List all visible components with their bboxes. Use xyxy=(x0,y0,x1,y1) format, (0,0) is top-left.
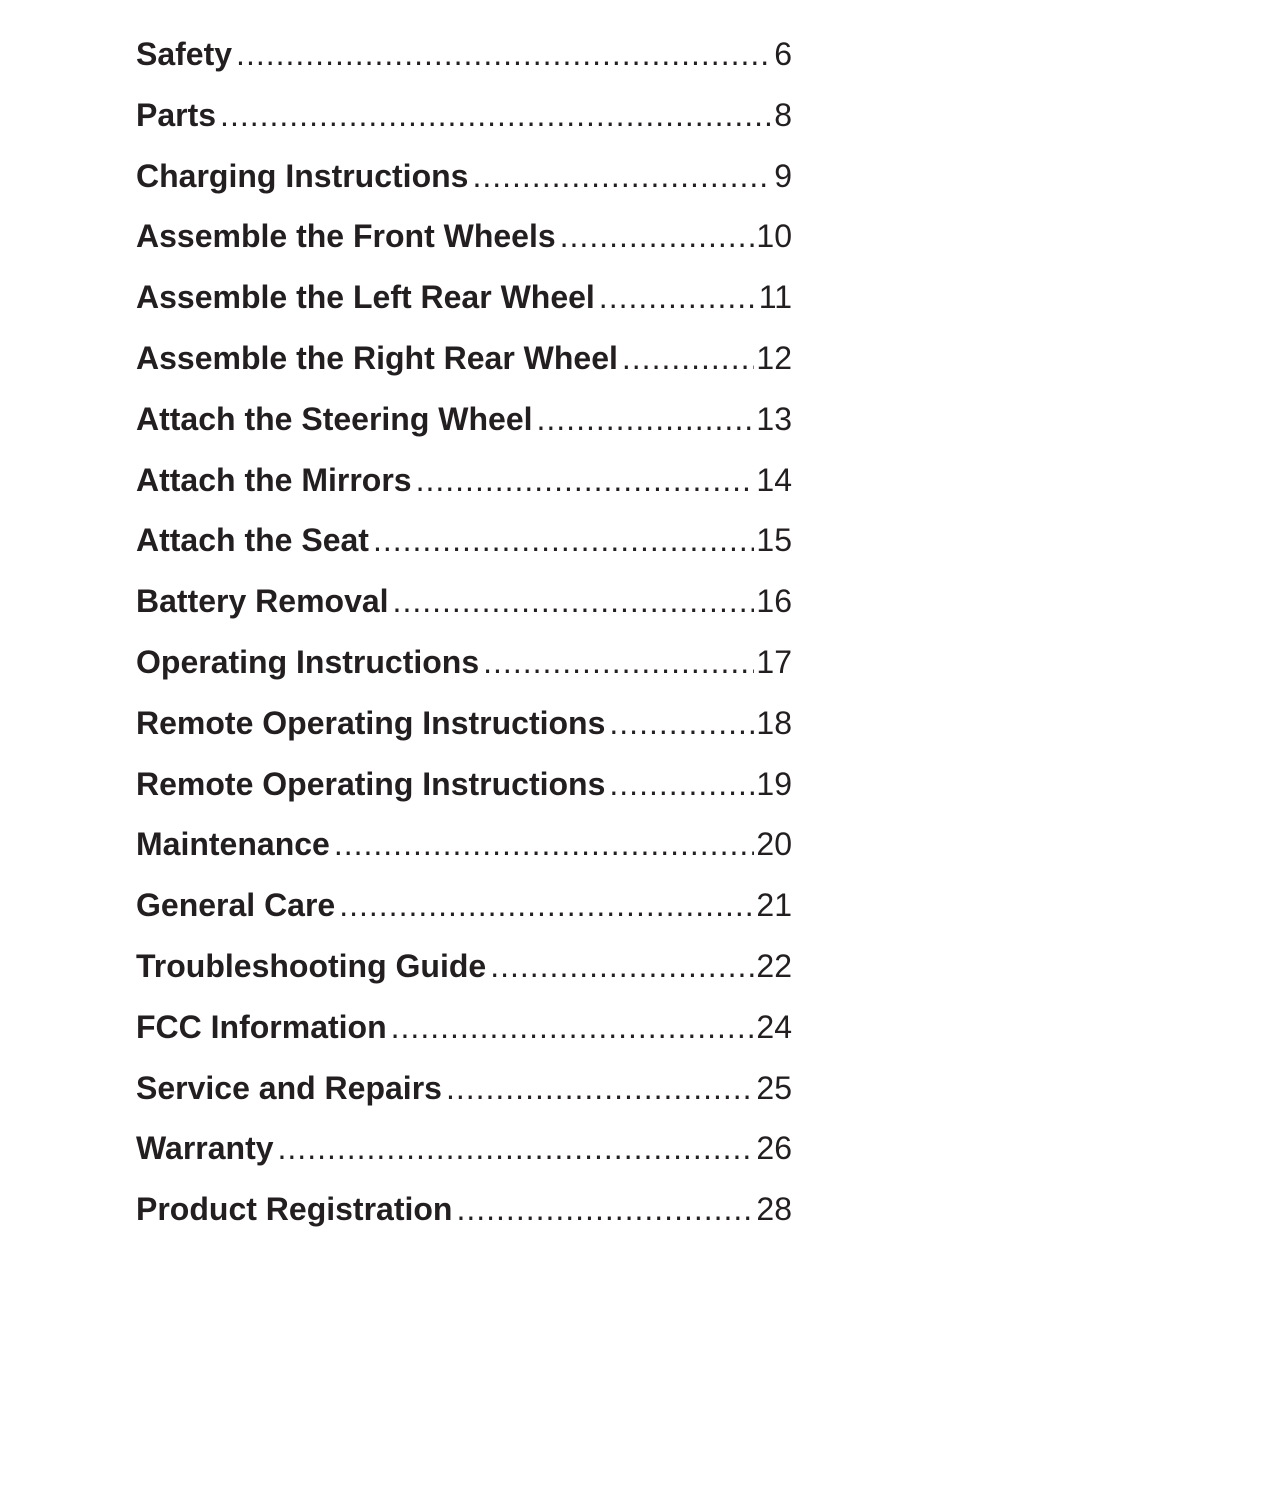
toc-entry-page: 24 xyxy=(756,1008,792,1045)
toc-entry-page: 25 xyxy=(756,1069,792,1106)
toc-dot-leader xyxy=(416,450,755,511)
toc-entry-title: Maintenance xyxy=(136,826,330,863)
toc-entry-maintenance xyxy=(136,814,792,875)
toc-dot-leader xyxy=(446,1058,754,1119)
toc-entry-title: Safety xyxy=(136,36,233,72)
toc-entry-title: Remote Operating Instructions xyxy=(136,765,606,802)
toc-entry-page: 10 xyxy=(756,218,792,255)
toc-entry-page: 19 xyxy=(756,765,792,802)
toc-dot-leader xyxy=(599,267,757,328)
toc-dot-leader xyxy=(278,1118,755,1179)
toc-entry-safety xyxy=(136,24,792,85)
toc-entry-battery-removal xyxy=(136,571,792,632)
toc-entry-page: 17 xyxy=(756,643,792,680)
toc-entry-title: Operating Instructions xyxy=(136,643,480,680)
toc-entry-title: Battery Removal xyxy=(136,583,389,620)
toc-entry-page: 22 xyxy=(756,947,792,984)
toc-entry-page: 13 xyxy=(756,400,792,437)
toc-entry-attach-seat xyxy=(136,510,792,571)
toc-entry-troubleshooting-guide xyxy=(136,936,792,997)
toc-entry-page: 15 xyxy=(756,522,792,559)
toc-entry-page: 8 xyxy=(774,96,792,133)
toc-entry-title: FCC Information xyxy=(136,1008,387,1045)
toc-entry-page: 9 xyxy=(774,157,792,194)
toc-entry-operating-instructions xyxy=(136,632,792,693)
toc-entry-title: Assemble the Left Rear Wheel xyxy=(136,279,595,316)
toc-entry-title: Attach the Steering Wheel xyxy=(136,400,533,437)
toc-dot-leader xyxy=(472,146,772,207)
toc-entry-title: Assemble the Right Rear Wheel xyxy=(136,339,618,376)
toc-entry-service-and-repairs xyxy=(136,1058,792,1119)
toc-dot-leader xyxy=(236,24,772,85)
toc-entry-page: 20 xyxy=(756,826,792,863)
toc-entry-remote-operating-instructions-2 xyxy=(136,754,792,815)
toc-dot-leader xyxy=(609,754,754,815)
toc-entry-attach-mirrors xyxy=(136,450,792,511)
toc-entry-remote-operating-instructions-1 xyxy=(136,693,792,754)
toc-entry-title: Parts xyxy=(136,96,217,133)
toc-dot-leader xyxy=(391,997,755,1058)
toc-dot-leader xyxy=(609,693,754,754)
toc-dot-leader xyxy=(456,1179,754,1240)
toc-entry-attach-steering-wheel xyxy=(136,389,792,450)
toc-dot-leader xyxy=(490,936,754,997)
table-of-contents xyxy=(136,24,792,1240)
toc-entry-general-care xyxy=(136,875,792,936)
toc-entry-page: 14 xyxy=(756,461,792,498)
toc-entry-charging-instructions xyxy=(136,146,792,207)
toc-entry-page: 26 xyxy=(756,1130,792,1167)
toc-dot-leader xyxy=(483,632,754,693)
toc-entry-parts xyxy=(136,85,792,146)
toc-entry-title: Charging Instructions xyxy=(136,157,469,194)
toc-entry-assemble-right-rear-wheel xyxy=(136,328,792,389)
toc-dot-leader xyxy=(339,875,754,936)
toc-entry-title: Attach the Seat xyxy=(136,522,369,559)
toc-entry-assemble-left-rear-wheel xyxy=(136,267,792,328)
toc-entry-title: Service and Repairs xyxy=(136,1069,442,1106)
toc-dot-leader xyxy=(537,389,755,450)
toc-entry-page: 21 xyxy=(756,887,792,924)
toc-entry-title: General Care xyxy=(136,887,336,924)
toc-entry-title: Product Registration xyxy=(136,1191,453,1228)
toc-entry-title: Remote Operating Instructions xyxy=(136,704,606,741)
toc-entry-warranty xyxy=(136,1118,792,1179)
toc-entry-title: Attach the Mirrors xyxy=(136,461,412,498)
toc-dot-leader xyxy=(560,206,755,267)
toc-entry-title: Troubleshooting Guide xyxy=(136,947,487,984)
toc-entry-page: 12 xyxy=(756,339,792,376)
toc-dot-leader xyxy=(622,328,755,389)
toc-entry-title: Assemble the Front Wheels xyxy=(136,218,556,255)
toc-entry-page: 28 xyxy=(756,1191,792,1228)
toc-dot-leader xyxy=(373,510,754,571)
toc-entry-page: 6 xyxy=(774,36,792,72)
toc-entry-title: Warranty xyxy=(136,1130,274,1167)
toc-entry-page: 18 xyxy=(756,704,792,741)
toc-entry-fcc-information xyxy=(136,997,792,1058)
toc-dot-leader xyxy=(334,814,755,875)
toc-entry-assemble-front-wheels xyxy=(136,206,792,267)
toc-entry-page: 11 xyxy=(758,279,792,316)
toc-entry-product-registration xyxy=(136,1179,792,1240)
toc-dot-leader xyxy=(220,85,772,146)
toc-entry-page: 16 xyxy=(756,583,792,620)
toc-dot-leader xyxy=(393,571,755,632)
